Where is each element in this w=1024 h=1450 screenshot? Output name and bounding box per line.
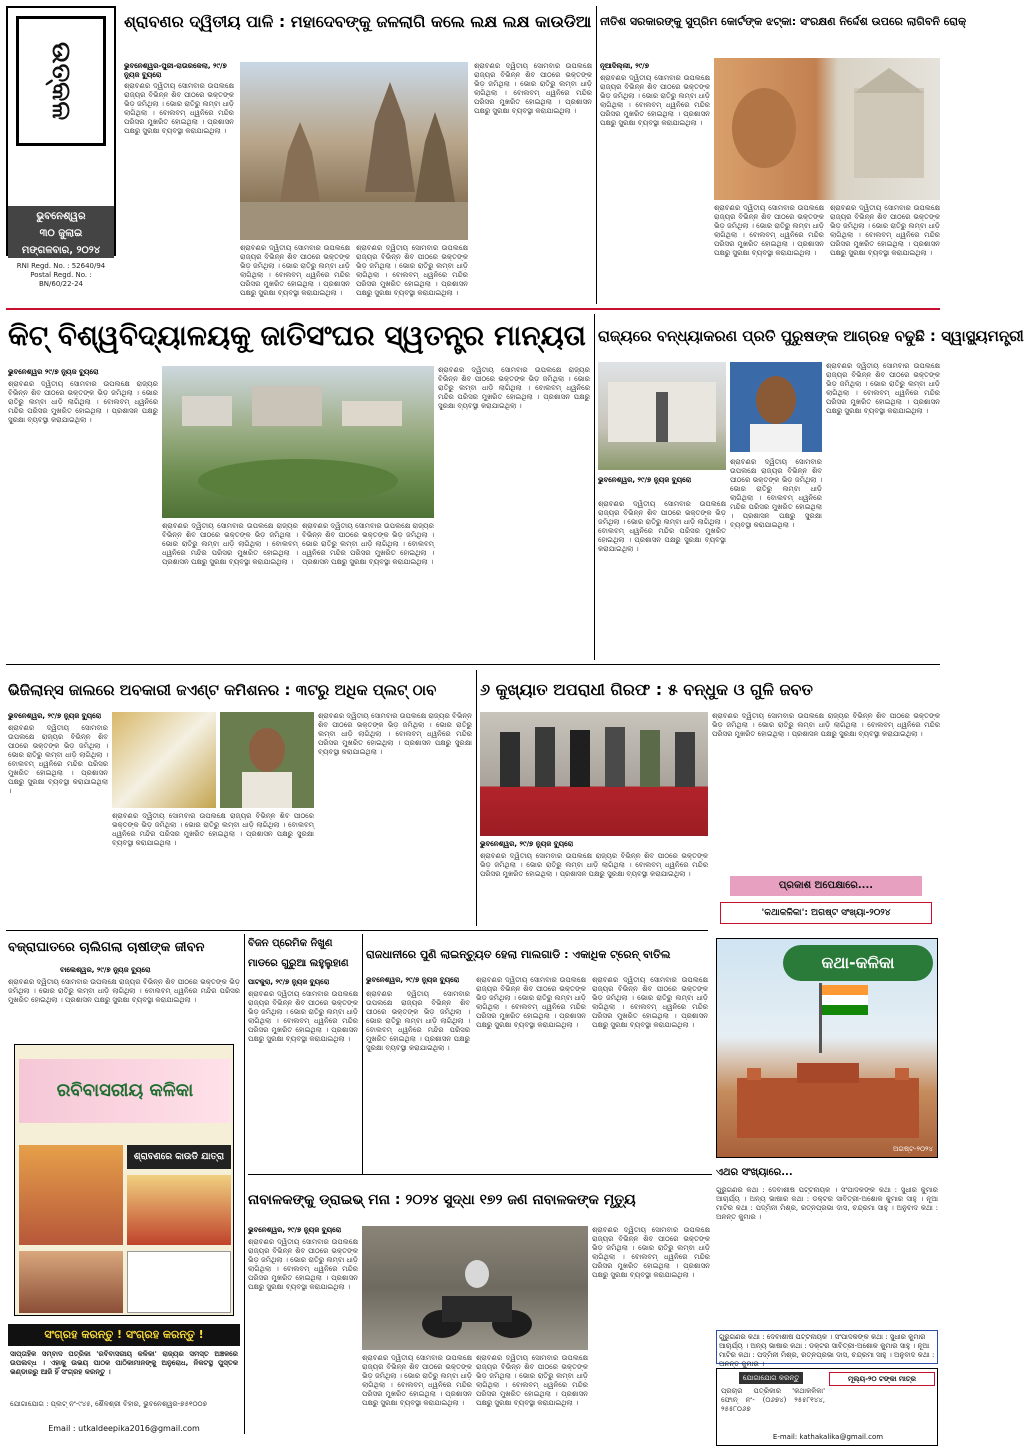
story2-headline: ନୀତିଶ ସରକାରଙ୍କୁ ସୁପ୍ରିମ କୋର୍ଟଙ୍କ ଝଟ୍କା: ସଂରକ୍ଷଣ ନିର୍ଦ୍ଦେଶ ଉପରେ ଲାଗିବନି ରୋକ୍ — [600, 15, 967, 28]
story9-byline: ଭୁବନେଶ୍ୱର, ୨୯/୭ ନ୍ୟୁଜ ବ୍ୟୁରୋ — [366, 976, 460, 984]
collect-email: Email : utkaldeepika2016@gmail.com — [48, 1424, 200, 1433]
magazine-caption: ଶ୍ରାବଣରେ କାଉଡି ଯାତ୍ରା — [127, 1145, 231, 1169]
temple-photo — [240, 62, 468, 240]
story4-byline: ଭୁବନେଶ୍ୱର, ୨୯/୭ ନ୍ୟୁଜ ବ୍ୟୁରୋ — [598, 476, 692, 484]
story4-body-3: ଶ୍ରାବଣର ଦ୍ୱିତୀୟ ସୋମବାର ଉପଲକ୍ଷେ ରାଜ୍ୟର ବିଭିନ୍ନ ଶିବ ପୀଠରେ ଭକ୍ତଙ୍କ ଭିଡ଼ ଜମିଥିଲା । ଭୋର ରାତିରୁ ଲମ୍ବା ଧାଡ଼ି ଲାଗିଥିଲା । ବୋଲବମ୍ ଧ୍ୱନିରେ ମନ୍ଦିର ପରିସର ମୁଖରିତ ହୋଇଥିଲା । ପ୍ରଶାସନ ପକ୍ଷରୁ ସୁରକ୍ଷା ବ୍ୟବସ୍ଥା କରାଯାଇଥିଲା । — [826, 362, 940, 415]
story6-body-2: ଶ୍ରାବଣର ଦ୍ୱିତୀୟ ସୋମବାର ଉପଲକ୍ଷେ ରାଜ୍ୟର ବିଭିନ୍ନ ଶିବ ପୀଠରେ ଭକ୍ତଙ୍କ ଭିଡ଼ ଜମିଥିଲା । ଭୋର ରାତିରୁ ଲମ୍ବା ଧାଡ଼ି ଲାଗିଥିଲା । ବୋଲବମ୍ ଧ୍ୱନିରେ ମନ୍ଦିର ପରିସର ମୁଖରିତ ହୋଇଥିଲା । ପ୍ରଶାସନ ପକ୍ଷରୁ ସୁରକ୍ଷା ବ୍ୟବସ୍ଥା କରାଯାଇଥିଲା । — [712, 712, 940, 738]
temple-illustration — [240, 62, 468, 240]
story5-body-3: ଶ୍ରାବଣର ଦ୍ୱିତୀୟ ସୋମବାର ଉପଲକ୍ଷେ ରାଜ୍ୟର ବିଭିନ୍ନ ଶିବ ପୀଠରେ ଭକ୍ତଙ୍କ ଭିଡ଼ ଜମିଥିଲା । ଭୋର ରାତିରୁ ଲମ୍ବା ଧାଡ଼ି ଲାଗିଥିଲା । ବୋଲବମ୍ ଧ୍ୱନିରେ ମନ୍ଦିର ପରିସର ମୁଖରିତ ହୋଇଥିଲା । ପ୍ରଶାସନ ପକ୍ଷରୁ ସୁରକ୍ଷା ବ୍ୟବସ୍ଥା କରାଯାଇଥିଲା । — [318, 712, 472, 756]
kathakalika-cover — [716, 938, 938, 1158]
dateline-date: ୩୦ ଜୁଲାଇ — [39, 228, 83, 239]
story10-body-2: ଶ୍ରାବଣର ଦ୍ୱିତୀୟ ସୋମବାର ଉପଲକ୍ଷେ ରାଜ୍ୟର ବିଭିନ୍ନ ଶିବ ପୀଠରେ ଭକ୍ତଙ୍କ ଭିଡ଼ ଜମିଥିଲା । ଭୋର ରାତିରୁ ଲମ୍ବା ଧାଡ଼ି ଲାଗିଥିଲା । ବୋଲବମ୍ ଧ୍ୱନିରେ ମନ୍ଦିର ପରିସର ମୁଖରିତ ହୋଇଥିଲା । ପ୍ରଶାସନ ପକ୍ଷରୁ ସୁରକ୍ଷା ବ୍ୟବସ୍ଥା କରାଯାଇଥିଲା । — [362, 1354, 472, 1407]
story2-body-2: ଶ୍ରାବଣର ଦ୍ୱିତୀୟ ସୋମବାର ଉପଲକ୍ଷେ ରାଜ୍ୟର ବିଭିନ୍ନ ଶିବ ପୀଠରେ ଭକ୍ତଙ୍କ ଭିଡ଼ ଜମିଥିଲା । ଭୋର ରାତିରୁ ଲମ୍ବା ଧାଡ଼ି ଲାଗିଥିଲା । ବୋଲବମ୍ ଧ୍ୱନିରେ ମନ୍ଦିର ପରିସର ମୁଖରିତ ହୋଇଥିଲା । ପ୍ରଶାସନ ପକ୍ଷରୁ ସୁରକ୍ଷା ବ୍ୟବସ୍ଥା କରାଯାଇଥିଲା । — [714, 204, 824, 257]
kathakalika-issue: ଅଗଷ୍ଟ-୨୦୨୪ — [893, 1145, 933, 1153]
story4-headline: ରାଜ୍ୟରେ ବନ୍ଧ୍ୟାକରଣ ପ୍ରତି ପୁରୁଷଙ୍କ ଆଗ୍ରହ ବଢୁଛି : ସ୍ୱାସ୍ଥ୍ୟମନ୍ତ୍ରୀ — [598, 327, 1024, 345]
dateline-box — [8, 206, 114, 258]
contact-label: ଯୋଗାଯୋଗ କରନ୍ତୁ — [739, 1372, 803, 1384]
red-fort-illustration — [717, 983, 939, 1153]
campus-illustration — [162, 366, 434, 518]
arrested-criminals-photo — [480, 712, 708, 836]
story10-body-4: ଶ୍ରାବଣର ଦ୍ୱିତୀୟ ସୋମବାର ଉପଲକ୍ଷେ ରାଜ୍ୟର ବିଭିନ୍ନ ଶିବ ପୀଠରେ ଭକ୍ତଙ୍କ ଭିଡ଼ ଜମିଥିଲା । ଭୋର ରାତିରୁ ଲମ୍ବା ଧାଡ଼ି ଲାଗିଥିଲା । ବୋଲବମ୍ ଧ୍ୱନିରେ ମନ୍ଦିର ପରିସର ମୁଖରିତ ହୋଇଥିଲା । ପ୍ରଶାସନ ପକ୍ଷରୁ ସୁରକ୍ଷା ବ୍ୟବସ୍ଥା କରାଯାଇଥିଲା । — [592, 1226, 710, 1279]
story1-byline: ଭୁବନେଶ୍ୱର-ପୁରୀ-ରାଉରକେଲା, ୨୯/୭ ନ୍ୟୁଜ ବ୍ୟୁରୋ — [124, 62, 227, 79]
story1-body: ଶ୍ରାବଣର ଦ୍ୱିତୀୟ ସୋମବାର ଉପଲକ୍ଷେ ରାଜ୍ୟର ବିଭିନ୍ନ ଶିବ ପୀଠରେ ଭକ୍ତଙ୍କ ଭିଡ଼ ଜମିଥିଲା । ଭୋର ରାତିରୁ ଲମ୍ବା ଧାଡ଼ି ଲାଗିଥିଲା । ବୋଲବମ୍ ଧ୍ୱନିରେ ମନ୍ଦିର ପରିସର ମୁଖରିତ ହୋଇଥିଲା । ପ୍ରଶାସନ ପକ୍ଷରୁ ସୁରକ୍ଷା ବ୍ୟବସ୍ଥା କରାଯାଇଥିଲା । — [124, 82, 234, 135]
contact-email: E-mail: kathakalika@gmail.com — [772, 1433, 884, 1441]
contents-list: ଗୁରୁଗଣର କଥା : ଦେବାଶୀଷ ପଟ୍ଟନାୟକ । ସଂପାଦକଙ୍କ କଥା : ସୁଧୀର କୁମାର ଆଚାର୍ଯ୍ୟ । ଅନ୍ୟ ଭାଷାର କଥା : ଡକ୍ଟର ସାବିତ୍ରୀ-ଅଶୋକ କୁମାର ସାହୁ । ନୂଆ ମାଟିର କଥା : ପଦ୍ମିନୀ ମିଶ୍ର, ରତ୍ନପ୍ରଭା ଦାସ, ଚନ୍ଦ୍ରମା ସାହୁ । ଅନୁବାଦ କଥା : ଅନନ୍ତ କୁମାର । — [716, 1186, 938, 1221]
postal-label: Postal Regd. No. : — [30, 271, 92, 279]
story4-body-2: ଶ୍ରାବଣର ଦ୍ୱିତୀୟ ସୋମବାର ଉପଲକ୍ଷେ ରାଜ୍ୟର ବିଭିନ୍ନ ଶିବ ପୀଠରେ ଭକ୍ତଙ୍କ ଭିଡ଼ ଜମିଥିଲା । ଭୋର ରାତିରୁ ଲମ୍ବା ଧାଡ଼ି ଲାଗିଥିଲା । ବୋଲବମ୍ ଧ୍ୱନିରେ ମନ୍ଦିର ପରିସର ମୁଖରିତ ହୋଇଥିଲା । ପ୍ରଶାସନ ପକ୍ଷରୁ ସୁରକ୍ଷା ବ୍ୟବସ୍ଥା କରାଯାଇଥିଲା । — [730, 458, 822, 529]
story8-headline-2: ମାଡରେ ଗୁରୁଆ ଲହୁଲୁହାଣ — [248, 958, 349, 969]
story1-body-3: ଶ୍ରାବଣର ଦ୍ୱିତୀୟ ସୋମବାର ଉପଲକ୍ଷେ ରାଜ୍ୟର ବିଭିନ୍ନ ଶିବ ପୀଠରେ ଭକ୍ତଙ୍କ ଭିଡ଼ ଜମିଥିଲା । ଭୋର ରାତିରୁ ଲମ୍ବା ଧାଡ଼ି ଲାଗିଥିଲା । ବୋଲବମ୍ ଧ୍ୱନିରେ ମନ୍ଦିର ପରିସର ମୁଖରିତ ହୋଇଥିଲା । ପ୍ରଶାସନ ପକ୍ଷରୁ ସୁରକ୍ଷା ବ୍ୟବସ୍ଥା କରାଯାଇଥିଲା । — [356, 244, 468, 297]
story3-body-4: ଶ୍ରାବଣର ଦ୍ୱିତୀୟ ସୋମବାର ଉପଲକ୍ଷେ ରାଜ୍ୟର ବିଭିନ୍ନ ଶିବ ପୀଠରେ ଭକ୍ତଙ୍କ ଭିଡ଼ ଜମିଥିଲା । ଭୋର ରାତିରୁ ଲମ୍ବା ଧାଡ଼ି ଲାଗିଥିଲା । ବୋଲବମ୍ ଧ୍ୱନିରେ ମନ୍ଦିର ପରିସର ମୁଖରିତ ହୋଇଥିଲା । ପ୍ରଶାସନ ପକ୍ଷରୁ ସୁରକ୍ଷା ବ୍ୟବସ୍ଥା କରାଯାଇଥିଲା । — [438, 366, 590, 410]
dateline-city: ଭୁବନେଶ୍ୱର — [36, 211, 86, 222]
collect-address: ଯୋଗାଯୋଗ : ପ୍ଲଟ୍ ନଂ-୯୪୫, ଶୈଳଶ୍ରୀ ବିହାର, ଭୁବନେଶ୍ୱର-୭୫୧୦୦୭ — [10, 1400, 207, 1408]
story3-body: ଶ୍ରାବଣର ଦ୍ୱିତୀୟ ସୋମବାର ଉପଲକ୍ଷେ ରାଜ୍ୟର ବିଭିନ୍ନ ଶିବ ପୀଠରେ ଭକ୍ତଙ୍କ ଭିଡ଼ ଜମିଥିଲା । ଭୋର ରାତିରୁ ଲମ୍ବା ଧାଡ଼ି ଲାଗିଥିଲା । ବୋଲବମ୍ ଧ୍ୱନିରେ ମନ୍ଦିର ପରିସର ମୁଖରିତ ହୋଇଥିଲା । ପ୍ରଶାସନ ପକ୍ଷରୁ ସୁରକ୍ଷା ବ୍ୟବସ୍ଥା କରାଯାଇଥିଲା । — [8, 380, 158, 424]
officer-photo — [220, 712, 314, 808]
newspaper-logo — [16, 16, 106, 146]
story9-body-2: ଶ୍ରାବଣର ଦ୍ୱିତୀୟ ସୋମବାର ଉପଲକ୍ଷେ ରାଜ୍ୟର ବିଭିନ୍ନ ଶିବ ପୀଠରେ ଭକ୍ତଙ୍କ ଭିଡ଼ ଜମିଥିଲା । ଭୋର ରାତିରୁ ଲମ୍ବା ଧାଡ଼ି ଲାଗିଥିଲା । ବୋଲବମ୍ ଧ୍ୱନିରେ ମନ୍ଦିର ପରିସର ମୁଖରିତ ହୋଇଥିଲା । ପ୍ରଶାସନ ପକ୍ଷରୁ ସୁରକ୍ଷା ବ୍ୟବସ୍ଥା କରାଯାଇଥିଲା । — [476, 976, 586, 1029]
story2-body: ଶ୍ରାବଣର ଦ୍ୱିତୀୟ ସୋମବାର ଉପଲକ୍ଷେ ରାଜ୍ୟର ବିଭିନ୍ନ ଶିବ ପୀଠରେ ଭକ୍ତଙ୍କ ଭିଡ଼ ଜମିଥିଲା । ଭୋର ରାତିରୁ ଲମ୍ବା ଧାଡ଼ି ଲାଗିଥିଲା । ବୋଲବମ୍ ଧ୍ୱନିରେ ମନ୍ଦିର ପରିସର ମୁଖରିତ ହୋଇଥିଲା । ପ୍ରଶାସନ ପକ୍ଷରୁ ସୁରକ୍ଷା ବ୍ୟବସ୍ଥା କରାଯାଇଥିଲା । — [600, 74, 710, 127]
masthead — [6, 6, 116, 256]
story7-body: ଶ୍ରାବଣର ଦ୍ୱିତୀୟ ସୋମବାର ଉପଲକ୍ଷେ ରାଜ୍ୟର ବିଭିନ୍ନ ଶିବ ପୀଠରେ ଭକ୍ତଙ୍କ ଭିଡ଼ ଜମିଥିଲା । ଭୋର ରାତିରୁ ଲମ୍ବା ଧାଡ଼ି ଲାଗିଥିଲା । ବୋଲବମ୍ ଧ୍ୱନିରେ ମନ୍ଦିର ପରିସର ମୁଖରିତ ହୋଇଥିଲା । ପ୍ରଶାସନ ପକ୍ଷରୁ ସୁରକ୍ଷା ବ୍ୟବସ୍ଥା କରାଯାଇଥିଲା । — [8, 978, 240, 1004]
nitish-supremecourt-photo — [714, 58, 940, 200]
logo-top: ଉତ୍କଳ — [46, 41, 76, 121]
story8-byline: ପାଟକୁରା, ୨୯/୭ ନ୍ୟୁଜ ବ୍ୟୁରୋ — [248, 978, 330, 986]
prakash-subtitle: 'କଥାକଳିକା': ଅଗଷ୍ଟ ସଂଖ୍ୟା-୨୦୨୪ — [720, 902, 932, 924]
story10-body-3: ଶ୍ରାବଣର ଦ୍ୱିତୀୟ ସୋମବାର ଉପଲକ୍ଷେ ରାଜ୍ୟର ବିଭିନ୍ନ ଶିବ ପୀଠରେ ଭକ୍ତଙ୍କ ଭିଡ଼ ଜମିଥିଲା । ଭୋର ରାତିରୁ ଲମ୍ବା ଧାଡ଼ି ଲାଗିଥିଲା । ବୋଲବମ୍ ଧ୍ୱନିରେ ମନ୍ଦିର ପରିସର ମୁଖରିତ ହୋଇଥିଲା । ପ୍ରଶାସନ ପକ୍ଷରୁ ସୁରକ୍ଷା ବ୍ୟବସ୍ଥା କରାଯାଇଥିଲା । — [476, 1354, 588, 1407]
story3-byline: ଭୁବନେଶ୍ୱର ୨୯/୭ ନ୍ୟୁଜ ବ୍ୟୁରୋ — [8, 368, 99, 376]
story10-body: ଶ୍ରାବଣର ଦ୍ୱିତୀୟ ସୋମବାର ଉପଲକ୍ଷେ ରାଜ୍ୟର ବିଭିନ୍ନ ଶିବ ପୀଠରେ ଭକ୍ତଙ୍କ ଭିଡ଼ ଜମିଥିଲା । ଭୋର ରାତିରୁ ଲମ୍ବା ଧାଡ଼ି ଲାଗିଥିଲା । ବୋଲବମ୍ ଧ୍ୱନିରେ ମନ୍ଦିର ପରିସର ମୁଖରିତ ହୋଇଥିଲା । ପ୍ରଶାସନ ପକ୍ଷରୁ ସୁରକ୍ଷା ବ୍ୟବସ୍ଥା କରାଯାଇଥିଲା । — [248, 1238, 358, 1291]
kathakalika-title: କଥା-କଳିକା — [783, 945, 933, 981]
story6-headline: ୬ କୁଖ୍ୟାତ ଅପରାଧୀ ଗିରଫ : ୫ ବନ୍ଧୁକ ଓ ଗୁଳି ଜବତ — [480, 680, 813, 699]
story2-byline: ନୂଆଦିଲ୍ଲୀ, ୨୯/୭ — [600, 62, 650, 70]
story3-body-3: ଶ୍ରାବଣର ଦ୍ୱିତୀୟ ସୋମବାର ଉପଲକ୍ଷେ ରାଜ୍ୟର ବିଭିନ୍ନ ଶିବ ପୀଠରେ ଭକ୍ତଙ୍କ ଭିଡ଼ ଜମିଥିଲା । ଭୋର ରାତିରୁ ଲମ୍ବା ଧାଡ଼ି ଲାଗିଥିଲା । ବୋଲବମ୍ ଧ୍ୱନିରେ ମନ୍ଦିର ପରିସର ମୁଖରିତ ହୋଇଥିଲା । ପ୍ରଶାସନ ପକ୍ଷରୁ ସୁରକ୍ଷା ବ୍ୟବସ୍ଥା କରାଯାଇଥିଲା । — [302, 522, 434, 566]
scooter-illustration — [362, 1226, 588, 1350]
magazine-title: ରବିବାସରୀୟ କଳିକା — [19, 1059, 231, 1123]
actress-photo-1 — [19, 1251, 123, 1313]
story8-headline: ବିଜନ ପ୍ରେମିକ ନିଖୁଣ — [248, 938, 333, 949]
story7-headline: ବଜ୍ରାଘାତରେ ଚାଲିଗଲା ଚାଷୀଙ୍କ ଜୀବନ — [8, 940, 205, 955]
story6-byline: ଭୁବନେଶ୍ୱର, ୨୯/୭ ନ୍ୟୁଜ ବ୍ୟୁରୋ — [480, 840, 574, 848]
story5-body: ଶ୍ରାବଣର ଦ୍ୱିତୀୟ ସୋମବାର ଉପଲକ୍ଷେ ରାଜ୍ୟର ବିଭିନ୍ନ ଶିବ ପୀଠରେ ଭକ୍ତଙ୍କ ଭିଡ଼ ଜମିଥିଲା । ଭୋର ରାତିରୁ ଲମ୍ବା ଧାଡ଼ି ଲାଗିଥିଲା । ବୋଲବମ୍ ଧ୍ୱନିରେ ମନ୍ଦିର ପରିସର ମୁଖରିତ ହୋଇଥିଲା । ପ୍ରଶାସନ ପକ୍ଷରୁ ସୁରକ୍ଷା ବ୍ୟବସ୍ଥା କରାଯାଇଥିଲା । — [8, 724, 108, 795]
story7-byline: ବାଲେଶ୍ୱର, ୨୯/୭ ନ୍ୟୁଜ ବ୍ୟୁରୋ — [60, 966, 151, 974]
contact-box — [716, 1368, 938, 1446]
portrait-illustration — [714, 58, 940, 200]
building-illustration — [598, 362, 726, 470]
story1-body-4: ଶ୍ରାବଣର ଦ୍ୱିତୀୟ ସୋମବାର ଉପଲକ୍ଷେ ରାଜ୍ୟର ବିଭିନ୍ନ ଶିବ ପୀଠରେ ଭକ୍ତଙ୍କ ଭିଡ଼ ଜମିଥିଲା । ଭୋର ରାତିରୁ ଲମ୍ବା ଧାଡ଼ି ଲାଗିଥିଲା । ବୋଲବମ୍ ଧ୍ୱନିରେ ମନ୍ଦିର ପରିସର ମୁଖରିତ ହୋଇଥିଲା । ପ୍ରଶାସନ ପକ୍ଷରୁ ସୁରକ୍ଷା ବ୍ୟବସ୍ଥା କରାଯାଇଥିଲା । — [474, 62, 592, 115]
story9-body: ଶ୍ରାବଣର ଦ୍ୱିତୀୟ ସୋମବାର ଉପଲକ୍ଷେ ରାଜ୍ୟର ବିଭିନ୍ନ ଶିବ ପୀଠରେ ଭକ୍ତଙ୍କ ଭିଡ଼ ଜମିଥିଲା । ଭୋର ରାତିରୁ ଲମ୍ବା ଧାଡ଼ି ଲାଗିଥିଲା । ବୋଲବମ୍ ଧ୍ୱନିରେ ମନ୍ଦିର ପରିସର ମୁଖରିତ ହୋଇଥିଲା । ପ୍ରଶାସନ ପକ୍ଷରୁ ସୁରକ୍ଷା ବ୍ୟବସ୍ଥା କରାଯାଇଥିଲା । — [366, 990, 470, 1052]
this-issue-label: ଏଥର ସଂଖ୍ୟାରେ... — [716, 1167, 793, 1178]
collect-banner: ସଂଗ୍ରହ କରନ୍ତୁ ! ସଂଗ୍ରହ କରନ୍ତୁ ! — [8, 1324, 240, 1346]
story8-body: ଶ୍ରାବଣର ଦ୍ୱିତୀୟ ସୋମବାର ଉପଲକ୍ଷେ ରାଜ୍ୟର ବିଭିନ୍ନ ଶିବ ପୀଠରେ ଭକ୍ତଙ୍କ ଭିଡ଼ ଜମିଥିଲା । ଭୋର ରାତିରୁ ଲମ୍ବା ଧାଡ଼ି ଲାଗିଥିଲା । ବୋଲବମ୍ ଧ୍ୱନିରେ ମନ୍ଦିର ପରିସର ମୁଖରିତ ହୋଇଥିଲା । ପ୍ରଶାସନ ପକ୍ଷରୁ ସୁରକ୍ଷା ବ୍ୟବସ୍ଥା କରାଯାଇଥିଲା । — [248, 990, 358, 1043]
story5-body-2: ଶ୍ରାବଣର ଦ୍ୱିତୀୟ ସୋମବାର ଉପଲକ୍ଷେ ରାଜ୍ୟର ବିଭିନ୍ନ ଶିବ ପୀଠରେ ଭକ୍ତଙ୍କ ଭିଡ଼ ଜମିଥିଲା । ଭୋର ରାତିରୁ ଲମ୍ବା ଧାଡ଼ି ଲାଗିଥିଲା । ବୋଲବମ୍ ଧ୍ୱନିରେ ମନ୍ଦିର ପରିସର ମୁଖରିତ ହୋଇଥିଲା । ପ୍ରଶାସନ ପକ୍ଷରୁ ସୁରକ୍ଷା ବ୍ୟବସ୍ଥା କରାଯାଇଥିଲା । — [112, 812, 314, 847]
postal-number: BN/60/22-24 — [38, 280, 83, 288]
registration-info — [6, 262, 116, 289]
magazine-ad — [14, 1044, 234, 1316]
officer-illustration — [220, 712, 314, 808]
magazine-text-panel — [127, 1251, 231, 1313]
seized-gold-photo — [112, 712, 216, 808]
dateline-day: ମଙ୍ଗଳବାର, ୨୦୨୪ — [21, 245, 101, 256]
contact-text: ପ୍ରଚାର ପତ୍ରିକାର 'କଥାକଳିକା' ଫୋନ୍ ନଂ- (୦୬୭୪) ୨୫୫୮୧୪୪, ୨୫୫୮୦୬୭ — [721, 1387, 825, 1413]
pilgrim-photo — [127, 1175, 231, 1245]
scooter-riders-photo — [362, 1226, 588, 1350]
kaudia-photo — [19, 1145, 123, 1245]
story9-body-3: ଶ୍ରାବଣର ଦ୍ୱିତୀୟ ସୋମବାର ଉପଲକ୍ଷେ ରାଜ୍ୟର ବିଭିନ୍ନ ଶିବ ପୀଠରେ ଭକ୍ତଙ୍କ ଭିଡ଼ ଜମିଥିଲା । ଭୋର ରାତିରୁ ଲମ୍ବା ଧାଡ଼ି ଲାଗିଥିଲା । ବୋଲବମ୍ ଧ୍ୱନିରେ ମନ୍ଦିର ପରିସର ମୁଖରିତ ହୋଇଥିଲା । ପ୍ରଶାସନ ପକ୍ଷରୁ ସୁରକ୍ଷା ବ୍ୟବସ୍ଥା କରାଯାଇଥିଲା । — [592, 976, 708, 1029]
prakash-ad — [712, 872, 940, 932]
assembly-photo — [598, 362, 726, 470]
story5-headline: ଭିଜିଲାନ୍ସ ଜାଲରେ ଅବକାରୀ ଜଏଣ୍ଟ କମିଶନର : ୩ଟରୁ ଅଧିକ ପ୍ଲଟ୍ ଠାବ — [8, 681, 437, 699]
story4-body: ଶ୍ରାବଣର ଦ୍ୱିତୀୟ ସୋମବାର ଉପଲକ୍ଷେ ରାଜ୍ୟର ବିଭିନ୍ନ ଶିବ ପୀଠରେ ଭକ୍ତଙ୍କ ଭିଡ଼ ଜମିଥିଲା । ଭୋର ରାତିରୁ ଲମ୍ବା ଧାଡ଼ି ଲାଗିଥିଲା । ବୋଲବମ୍ ଧ୍ୱନିରେ ମନ୍ଦିର ପରିସର ମୁଖରିତ ହୋଇଥିଲା । ପ୍ରଶାସନ ପକ୍ଷରୁ ସୁରକ୍ଷା ବ୍ୟବସ୍ଥା କରାଯାଇଥିଲା । — [598, 500, 726, 553]
story1-headline: ଶ୍ରାବଣର ଦ୍ୱିତୀୟ ପାଳି : ମହାଦେବଙ୍କୁ ଜଳଲାଗି କଲେ ଲକ୍ଷ ଲକ୍ଷ କାଉଡିଆ — [124, 12, 592, 31]
story3-headline: କିଟ୍ ବିଶ୍ୱବିଦ୍ୟାଳୟକୁ ଜାତିସଂଘର ସ୍ୱତନ୍ତ୍ର ମାନ୍ୟତା — [8, 319, 586, 352]
story10-byline: ଭୁବନେଶ୍ୱର, ୨୯/୭ ନ୍ୟୁଜ ବ୍ୟୁରୋ — [248, 1226, 342, 1234]
story2-body-3: ଶ୍ରାବଣର ଦ୍ୱିତୀୟ ସୋମବାର ଉପଲକ୍ଷେ ରାଜ୍ୟର ବିଭିନ୍ନ ଶିବ ପୀଠରେ ଭକ୍ତଙ୍କ ଭିଡ଼ ଜମିଥିଲା । ଭୋର ରାତିରୁ ଲମ୍ବା ଧାଡ଼ି ଲାଗିଥିଲା । ବୋଲବମ୍ ଧ୍ୱନିରେ ମନ୍ଦିର ପରିସର ମୁଖରିତ ହୋଇଥିଲା । ପ୍ରଶାସନ ପକ୍ଷରୁ ସୁରକ୍ଷା ବ୍ୟବସ୍ଥା କରାଯାଇଥିଲା । — [830, 204, 940, 257]
story3-body-2: ଶ୍ରାବଣର ଦ୍ୱିତୀୟ ସୋମବାର ଉପଲକ୍ଷେ ରାଜ୍ୟର ବିଭିନ୍ନ ଶିବ ପୀଠରେ ଭକ୍ତଙ୍କ ଭିଡ଼ ଜମିଥିଲା । ଭୋର ରାତିରୁ ଲମ୍ବା ଧାଡ଼ି ଲାଗିଥିଲା । ବୋଲବମ୍ ଧ୍ୱନିରେ ମନ୍ଦିର ପରିସର ମୁଖରିତ ହୋଇଥିଲା । ପ୍ରଶାସନ ପକ୍ଷରୁ ସୁରକ୍ଷା ବ୍ୟବସ୍ଥା କରାଯାଇଥିଲା । — [162, 522, 298, 566]
kiit-campus-photo — [162, 366, 434, 518]
minister-illustration — [730, 362, 822, 452]
story5-byline: ଭୁବନେଶ୍ୱର, ୨୯/୭ ନ୍ୟୁଜ ବ୍ୟୁରୋ — [8, 712, 102, 720]
story1-body-2: ଶ୍ରାବଣର ଦ୍ୱିତୀୟ ସୋମବାର ଉପଲକ୍ଷେ ରାଜ୍ୟର ବିଭିନ୍ନ ଶିବ ପୀଠରେ ଭକ୍ତଙ୍କ ଭିଡ଼ ଜମିଥିଲା । ଭୋର ରାତିରୁ ଲମ୍ବା ଧାଡ଼ି ଲାଗିଥିଲା । ବୋଲବମ୍ ଧ୍ୱନିରେ ମନ୍ଦିର ପରିସର ମୁଖରିତ ହୋଇଥିଲା । ପ୍ରଶାସନ ପକ୍ଷରୁ ସୁରକ୍ଷା ବ୍ୟବସ୍ଥା କରାଯାଇଥିଲା । — [240, 244, 350, 297]
collect-text: ସାପ୍ତାହିକ ସମ୍ବାଦ ପତ୍ରିକା 'ରବିବାସରୀୟ କଳିକା' ରାଜ୍ୟର ସମସ୍ତ ଅଞ୍ଚଳରେ ଉପଲବ୍ଧ । ଏହାକୁ ଉଭୟ ପାଠକ ପାଠିକାମାନଙ୍କୁ ଅନୁରୋଧ, ନିକଟସ୍ଥ ପୁସ୍ତକ ଭଣ୍ଡାରରୁ ଆଜି ହିଁ ସଂଗ୍ରହ କରନ୍ତୁ । — [10, 1350, 238, 1376]
story9-headline: ରାଜଧାନୀରେ ପୁଣି ଲାଇନ୍‌ଚ୍ୟୁତ ହେଲା ମାଲଗାଡି : ଏକାଧିକ ଟ୍ରେନ୍ ବାତିଲ — [366, 948, 671, 961]
minister-portrait — [730, 362, 822, 452]
price-text: ମୂଲ୍ୟ-୨୦ ଟଙ୍କା ମାତ୍ର — [829, 1372, 935, 1386]
prakash-title: ପ୍ରକାଶ ଅପେକ୍ଷାରେ.... — [730, 876, 922, 896]
story10-headline: ନାବାଳକଙ୍କୁ ଡ୍ରାଇଭ୍ ମନା : ୨୦୨୪ ସୁଦ୍ଧା ୧୭୨ ଜଣ ନାବାଳକଙ୍କ ମୃତ୍ୟୁ — [248, 1192, 636, 1208]
rni-number: RNI Regd. No. : 52640/94 — [16, 262, 106, 270]
story6-body: ଶ୍ରାବଣର ଦ୍ୱିତୀୟ ସୋମବାର ଉପଲକ୍ଷେ ରାଜ୍ୟର ବିଭିନ୍ନ ଶିବ ପୀଠରେ ଭକ୍ତଙ୍କ ଭିଡ଼ ଜମିଥିଲା । ଭୋର ରାତିରୁ ଲମ୍ବା ଧାଡ଼ି ଲାଗିଥିଲା । ବୋଲବମ୍ ଧ୍ୱନିରେ ମନ୍ଦିର ପରିସର ମୁଖରିତ ହୋଇଥିଲା । ପ୍ରଶାସନ ପକ୍ଷରୁ ସୁରକ୍ଷା ବ୍ୟବସ୍ଥା କରାଯାଇଥିଲା । — [480, 852, 708, 878]
criminals-illustration — [480, 712, 708, 836]
contact-note: ଗୁରୁଗଣର କଥା : ଦେବାଶୀଷ ପଟ୍ଟନାୟକ । ସଂପାଦକଙ୍କ କଥା : ସୁଧୀର କୁମାର ଆଚାର୍ଯ୍ୟ । ଅନ୍ୟ ଭାଷାର କଥା : ଡକ୍ଟର ସାବିତ୍ରୀ-ଅଶୋକ କୁମାର ସାହୁ । ନୂଆ ମାଟିର କଥା : ପଦ୍ମିନୀ ମିଶ୍ର, ରତ୍ନପ୍ରଭା ଦାସ, ଚନ୍ଦ୍ରମା ସାହୁ । ଅନୁବାଦ କଥା : ଅନନ୍ତ କୁମାର । — [716, 1330, 938, 1364]
